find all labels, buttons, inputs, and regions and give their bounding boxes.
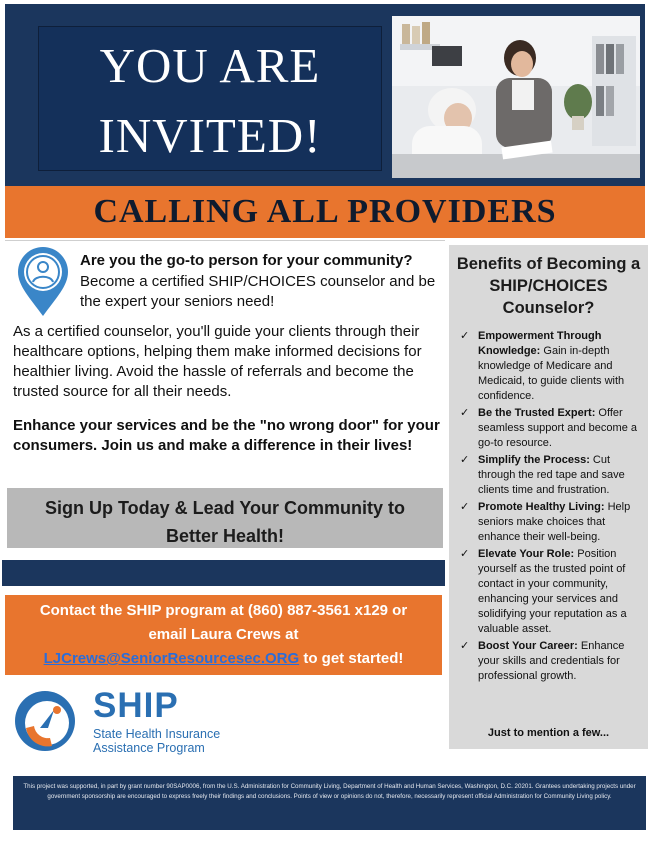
ship-title: SHIP — [93, 686, 179, 725]
benefit-text: Cut through the red tape and save clients time and frustration. — [478, 454, 625, 496]
benefit-item — [460, 547, 644, 637]
intro-paragraph-2: Enhance your services and be the "no wrong door" for your consumers. Join us and make a difference in their lives! — [13, 417, 440, 454]
counselor-meeting-photo — [392, 16, 640, 178]
benefit-heading: Be the Trusted Expert: — [478, 407, 596, 419]
ship-logo-icon — [12, 688, 78, 754]
benefit-text: Offer seamless support and become a go-to resource. — [478, 407, 637, 449]
check-icon: ✓ — [460, 454, 470, 466]
signup-callout — [7, 488, 443, 548]
benefit-text: Help seniors make choices that enhance their well-being. — [478, 501, 631, 543]
contact-box — [5, 595, 442, 675]
benefit-heading: Elevate Your Role: — [478, 548, 575, 560]
person-pin-icon — [14, 246, 72, 318]
benefit-heading: Empowerment Through Knowledge: — [478, 330, 602, 357]
benefit-item — [460, 453, 644, 498]
contact-line-1: Contact the SHIP program at (860) 887-3561 x129 or — [39, 602, 408, 619]
benefit-heading: Promote Healthy Living: — [478, 501, 605, 513]
benefits-list — [460, 329, 644, 686]
contact-line-2: email Laura Crews at — [148, 626, 299, 643]
invite-box — [38, 26, 382, 171]
invite-line-1: YOU ARE — [99, 38, 321, 93]
email-link[interactable]: LJCrews@SeniorResourcesec.ORG — [43, 650, 300, 667]
benefit-heading: Boost Your Career: — [478, 640, 578, 652]
ship-subtitle-line-2: Assistance Program — [93, 741, 205, 755]
divider — [5, 240, 445, 241]
contact-line-3-suffix: to get started! — [299, 650, 404, 667]
ship-subtitle-line-1: State Health Insurance — [93, 727, 221, 741]
calling-title: CALLING ALL PROVIDERS — [93, 193, 557, 230]
signup-text: Sign Up Today & Lead Your Community to Better Health! — [44, 498, 405, 546]
calling-banner — [5, 186, 645, 238]
check-icon: ✓ — [460, 548, 470, 560]
benefits-title: Benefits of Becoming a SHIP/CHOICES Counselor? — [456, 255, 641, 317]
invite-line-2: INVITED! — [98, 108, 322, 163]
benefit-text: Gain in-depth knowledge of Medicare and Medicaid, to guide clients with confidence. — [478, 345, 625, 402]
grant-disclaimer: This project was supported, in part by grant number 90SAP0006, from the U.S. Administration for Community Living, Department of Health and Human Services, Washington, D.C. 20201. Grantees undertaking projects under government sponsorship are encouraged to express freely their findings and conclusions. Points of view or opinions do not, therefore, necessarily represent official Administration for Community Living policy. — [23, 783, 636, 800]
contact-line-3 — [5, 650, 442, 667]
header-banner — [5, 4, 645, 186]
grant-footer — [13, 776, 646, 830]
intro-body: Become a certified SHIP/CHOICES counselor and be the expert your seniors need! — [80, 273, 436, 310]
intro-question: Are you the go-to person for your community? — [80, 252, 413, 269]
benefit-item — [460, 406, 644, 451]
benefit-item — [460, 329, 644, 404]
intro-paragraph-1: As a certified counselor, you'll guide your clients through their healthcare options, helping them make informed decisions for healthier living. Avoid the hassle of referrals and become the trusted source for all their needs. — [13, 323, 422, 400]
benefit-text: Enhance your skills and credentials for professional growth. — [478, 640, 625, 682]
benefit-heading: Simplify the Process: — [478, 454, 590, 466]
benefit-item — [460, 500, 644, 545]
check-icon: ✓ — [460, 640, 470, 652]
benefit-text: Position yourself as the trusted point of contact in your community, enhancing your services and solidifying your reputation as a valuable asset. — [478, 548, 627, 635]
check-icon: ✓ — [460, 330, 470, 342]
benefit-item — [460, 639, 644, 684]
photo-illustration — [392, 16, 640, 178]
benefits-footer: Just to mention a few... — [487, 727, 610, 739]
check-icon: ✓ — [460, 407, 470, 419]
check-icon: ✓ — [460, 501, 470, 513]
navy-divider-bar — [2, 560, 445, 586]
benefits-panel — [449, 245, 648, 749]
ship-subtitle — [93, 727, 220, 755]
